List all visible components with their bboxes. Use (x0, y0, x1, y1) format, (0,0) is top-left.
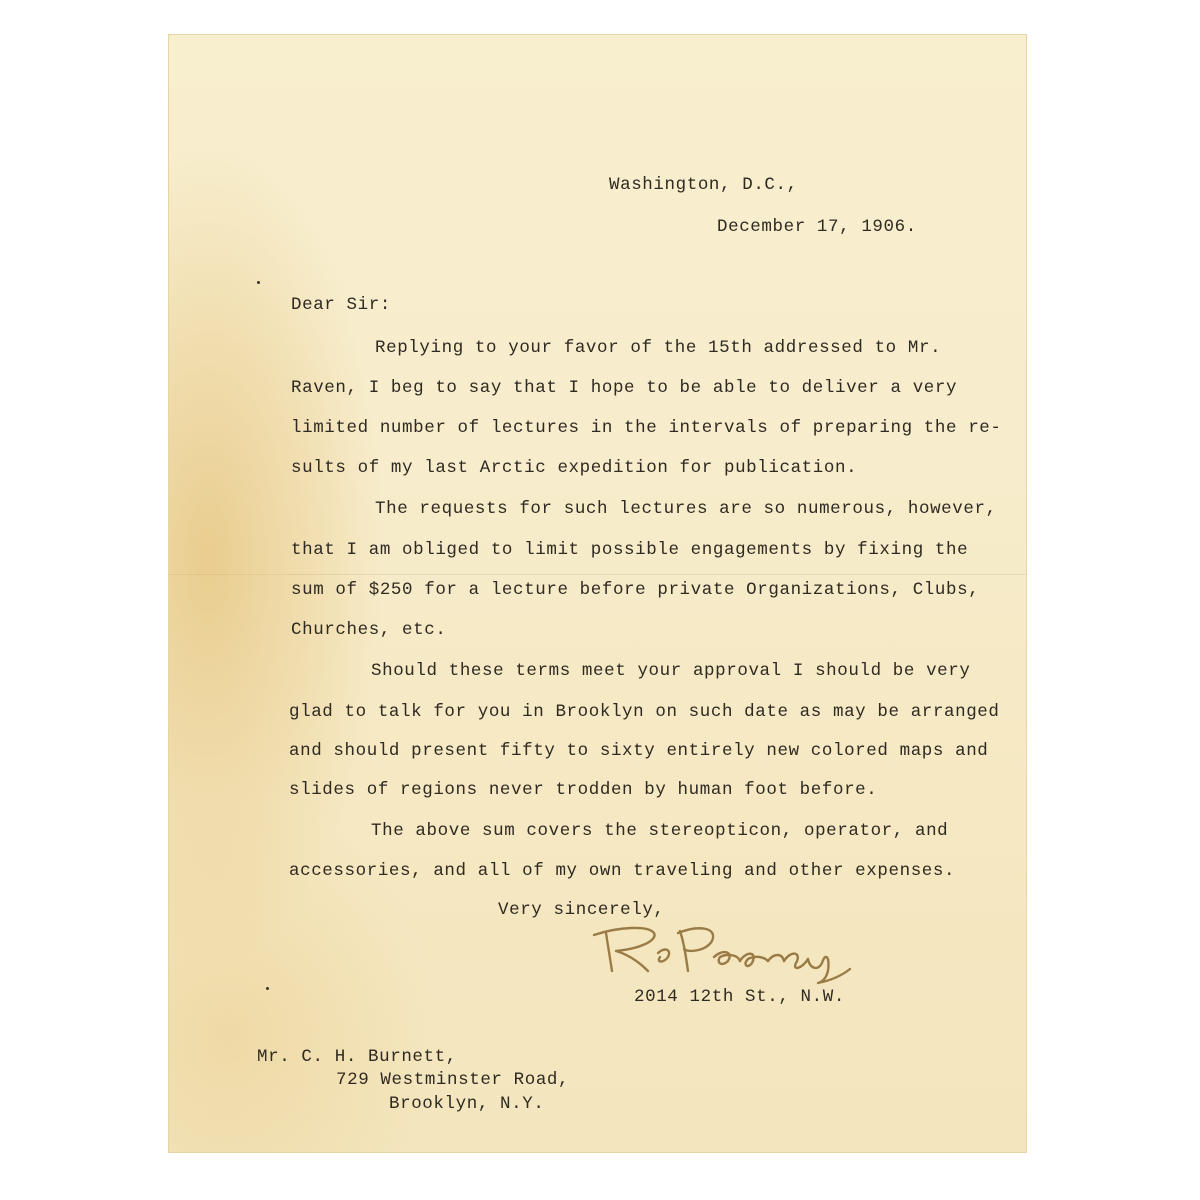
body-line: glad to talk for you in Brooklyn on such date as may be arranged (289, 702, 1000, 722)
ink-speck (257, 281, 260, 284)
letter-salutation: Dear Sir: (291, 295, 391, 315)
letter-paper (168, 34, 1027, 1153)
handwritten-signature (588, 919, 858, 989)
body-line: that I am obliged to limit possible engagements by fixing the (291, 540, 969, 560)
body-line: Churches, etc. (291, 620, 447, 640)
letter-place: Washington, D.C., (609, 175, 798, 195)
letter-date: December 17, 1906. (717, 217, 917, 237)
body-line: The requests for such lectures are so numerous, however, (375, 499, 997, 519)
recipient-street: 729 Westminster Road, (336, 1070, 570, 1090)
recipient-name: Mr. C. H. Burnett, (257, 1047, 457, 1067)
body-line: sults of my last Arctic expedition for publication. (291, 458, 858, 478)
body-line: accessories, and all of my own traveling and other expenses. (289, 861, 956, 881)
body-line: slides of regions never trodden by human foot before. (289, 780, 878, 800)
sender-address: 2014 12th St., N.W. (634, 987, 845, 1007)
paper-fold-crease (168, 574, 1027, 575)
body-line: The above sum covers the stereopticon, operator, and (371, 821, 949, 841)
body-line: Replying to your favor of the 15th addressed to Mr. (375, 338, 942, 358)
recipient-city: Brooklyn, N.Y. (389, 1094, 545, 1114)
ink-speck (266, 987, 269, 990)
body-line: and should present fifty to sixty entirely new colored maps and (289, 741, 989, 761)
body-line: Raven, I beg to say that I hope to be able to deliver a very (291, 378, 958, 398)
body-line: sum of $250 for a lecture before private Organizations, Clubs, (291, 580, 980, 600)
body-line: Should these terms meet your approval I should be very (371, 661, 971, 681)
body-line: limited number of lectures in the intervals of preparing the re- (291, 418, 1002, 438)
letter-closing: Very sincerely, (498, 900, 665, 920)
